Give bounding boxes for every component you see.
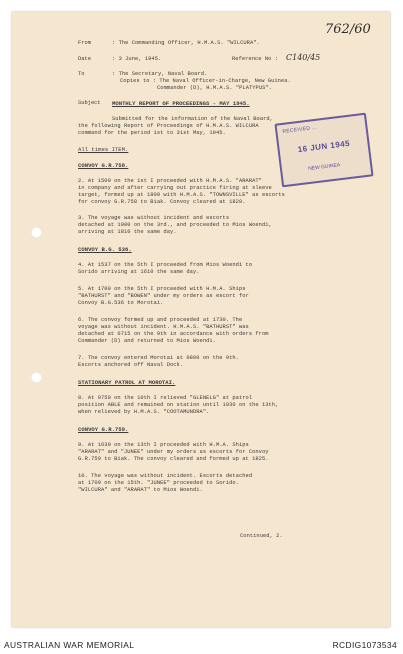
section-heading: CONVOY G.R.758. (78, 162, 129, 169)
para-line: target, formed up at 1800 with H.M.A.S. "TOWNSVILLE" as escorts (78, 192, 285, 198)
para-line: at 1700 on the 15th. "JUNEE" proceeded to Sorido. (78, 480, 239, 486)
para-line: 4. At 1537 on the 5th I proceeded from Mios Woendi to (78, 262, 253, 268)
para-line: in company and after carrying out practice firing at sleeve (78, 185, 272, 191)
para-line: when relieved by H.M.A.S. "COOTAMUNDRA". (78, 409, 210, 415)
intro-line: command for the period 1st to 31st May, 1945. (78, 130, 226, 136)
reference-value: C140/45 (286, 53, 321, 62)
para-line: for convoy G.R.758 to Biak. Convoy cleared at 1820. (78, 199, 246, 205)
para-line: 10. The voyage was without incident. Escorts detached (78, 473, 253, 479)
para-line: position ABLE and remained on station until 1030 on the 13th, (78, 402, 279, 408)
para-line: 5. At 1700 on the 5th I proceeded with H.M.A. Ships (78, 286, 246, 292)
para-line: Escorts anchored off Naval Dock. (78, 362, 184, 368)
copies-line-2: Commander (D), H.M.A.S. "PLATYPUS". (157, 85, 272, 91)
to-label: To (78, 71, 85, 77)
para-line: G.R.759 to Biak. The convoy cleared and formed up at 1825. (78, 456, 269, 462)
stamp-date: 16 JUN 1945 (297, 138, 351, 155)
punch-hole-top (31, 227, 42, 238)
section-heading: STATIONARY PATROL AT MOROTAI. (78, 379, 176, 386)
para-line: 9. At 1630 on the 13th I proceeded with H.M.A. Ships (78, 442, 249, 448)
para-line: Sorido arriving at 1610 the same day. (78, 269, 200, 275)
para-line: detached at 1000 on the 3rd., and proceeded to Mios Woendi, (78, 222, 272, 228)
stamp-line: RECEIVED ... (282, 124, 318, 135)
from-value: : The Commanding Officer, H.M.A.S. "WILCURA". (112, 40, 260, 46)
para-line: 3. The voyage was without incident and escorts (78, 215, 230, 221)
section-heading: CONVOY B.G. 536. (78, 246, 132, 253)
section-heading: CONVOY G.R.759. (78, 426, 129, 433)
to-value: : The Secretary, Naval Board. (112, 71, 208, 77)
from-label: From (78, 40, 91, 46)
all-times-note: All times ITEM. (78, 146, 129, 153)
archive-credit: AUSTRALIAN WAR MEMORIAL (4, 640, 135, 650)
para-line: Commander (D) and returned to Mios Woendi. (78, 338, 216, 344)
copies-line: Copies to : The Naval Officer-in-Charge, New Guinea. (120, 78, 291, 84)
punch-hole-bottom (31, 372, 42, 383)
intro-line: Submitted for the information of the Naval Board, (112, 116, 273, 122)
para-line: voyage was without incident. H.M.A.S. "BATHURST" was (78, 324, 249, 330)
para-line: 8. At 0750 on the 10th I relieved "GLENELG" at patrol (78, 395, 253, 401)
continued-note: Continued, 2. (240, 533, 283, 539)
handwritten-reference: 762/60 (325, 22, 371, 37)
para-line: 6. The convoy formed up and proceeded at 1730. The (78, 317, 243, 323)
subject-value: MONTHLY REPORT OF PROCEEDINGS - MAY 1945. (112, 100, 250, 107)
para-line: "ARARAT" and "JUNEE" under my orders as escorts for Convoy (78, 449, 269, 455)
para-line: "WILCURA" and "ARARAT" to Mios Woendi. (78, 487, 203, 493)
para-line: detached at 0715 on the 9th in accordance with orders from (78, 331, 269, 337)
para-line: "BATHURST" and "BOWEN" under my orders as escort for (78, 293, 249, 299)
date-value: : 3 June, 1945. (112, 56, 162, 62)
para-line: Convoy B.G.536 to Morotai. (78, 300, 164, 306)
intro-line: the following Report of Proceedings of H.M.A.S. WILCURA (78, 123, 259, 129)
para-line: 2. At 1500 on the 1st I proceeded with H.M.A.S. "ARARAT" (78, 178, 262, 184)
subject-label: Subject (78, 100, 101, 106)
date-label: Date (78, 56, 91, 62)
para-line: arriving at 1810 the same day. (78, 229, 177, 235)
archive-id: RCDIG1073534 (332, 640, 397, 650)
reference-label: Reference No : (232, 56, 278, 62)
stamp-place: NEW GUINEA (307, 162, 341, 173)
received-stamp (274, 113, 373, 188)
para-line: 7. The convoy entered Morotai at 0800 on the 9th. (78, 355, 239, 361)
